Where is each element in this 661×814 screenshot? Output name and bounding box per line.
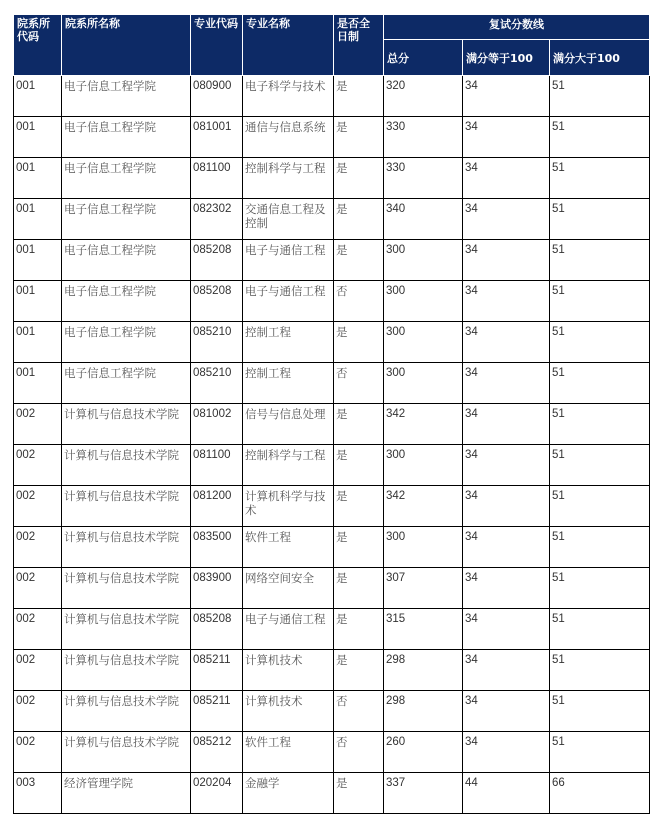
header-major-code: 专业代码: [191, 15, 243, 76]
cell-dept-name: 计算机与信息技术学院: [62, 486, 191, 527]
cell-total: 307: [384, 568, 463, 609]
cell-major-name: 金融学: [243, 773, 334, 814]
cell-score-100: 34: [463, 650, 550, 691]
cell-major-name: 计算机技术: [243, 650, 334, 691]
cell-total: 300: [384, 281, 463, 322]
cell-score-100: 34: [463, 363, 550, 404]
cell-major-code: 081002: [191, 404, 243, 445]
cell-major-code: 082302: [191, 199, 243, 240]
cell-dept-name: 电子信息工程学院: [62, 199, 191, 240]
cell-major-name: 计算机科学与技术: [243, 486, 334, 527]
cell-major-code: 081001: [191, 117, 243, 158]
cell-dept-code: 002: [14, 609, 62, 650]
cell-score-100: 34: [463, 527, 550, 568]
cell-total: 337: [384, 773, 463, 814]
cell-full-time: 否: [334, 281, 384, 322]
header-score-gt100: 满分大于100: [550, 40, 650, 76]
cell-score-gt100: 51: [550, 445, 650, 486]
cell-major-code: 080900: [191, 76, 243, 117]
cell-major-name: 控制工程: [243, 322, 334, 363]
cell-total: 300: [384, 445, 463, 486]
cell-dept-code: 002: [14, 732, 62, 773]
cell-score-gt100: 51: [550, 486, 650, 527]
cell-score-100: 34: [463, 609, 550, 650]
cell-score-gt100: 51: [550, 158, 650, 199]
cell-dept-name: 计算机与信息技术学院: [62, 568, 191, 609]
table-row: [14, 445, 650, 486]
cell-score-gt100: 51: [550, 732, 650, 773]
cell-dept-name: 电子信息工程学院: [62, 158, 191, 199]
cell-dept-code: 002: [14, 650, 62, 691]
cell-dept-code: 002: [14, 445, 62, 486]
cell-full-time: 否: [334, 732, 384, 773]
cell-score-100: 34: [463, 568, 550, 609]
cell-score-gt100: 51: [550, 650, 650, 691]
table-row: [14, 527, 650, 568]
cell-major-code: 083500: [191, 527, 243, 568]
table-row: [14, 773, 650, 814]
cell-dept-name: 计算机与信息技术学院: [62, 609, 191, 650]
cell-full-time: 是: [334, 445, 384, 486]
table-row: [14, 609, 650, 650]
table-row: [14, 322, 650, 363]
cell-score-100: 34: [463, 240, 550, 281]
header-full-time: 是否全日制: [334, 15, 384, 76]
cell-major-code: 085208: [191, 240, 243, 281]
cell-full-time: 是: [334, 773, 384, 814]
cell-dept-code: 001: [14, 117, 62, 158]
cell-dept-name: 计算机与信息技术学院: [62, 650, 191, 691]
cell-score-100: 34: [463, 486, 550, 527]
cell-dept-name: 电子信息工程学院: [62, 281, 191, 322]
table-row: [14, 404, 650, 445]
cell-major-code: 085208: [191, 281, 243, 322]
cell-score-gt100: 51: [550, 76, 650, 117]
cell-major-code: 081200: [191, 486, 243, 527]
table-row: [14, 732, 650, 773]
cell-total: 300: [384, 322, 463, 363]
cell-total: 342: [384, 486, 463, 527]
cell-full-time: 是: [334, 404, 384, 445]
cell-score-gt100: 51: [550, 527, 650, 568]
cell-major-name: 软件工程: [243, 732, 334, 773]
table-row: [14, 117, 650, 158]
cell-score-100: 34: [463, 691, 550, 732]
cell-dept-code: 002: [14, 404, 62, 445]
cell-score-gt100: 51: [550, 609, 650, 650]
cell-dept-name: 电子信息工程学院: [62, 240, 191, 281]
cell-full-time: 是: [334, 650, 384, 691]
cell-dept-code: 003: [14, 773, 62, 814]
header-score-100: 满分等于100: [463, 40, 550, 76]
header-dept-name: 院系所名称: [62, 15, 191, 76]
cell-full-time: 是: [334, 486, 384, 527]
table-row: [14, 363, 650, 404]
cell-full-time: 是: [334, 76, 384, 117]
cell-dept-code: 002: [14, 691, 62, 732]
cell-major-name: 控制工程: [243, 363, 334, 404]
header-dept-code: 院系所代码: [14, 15, 62, 76]
cell-dept-code: 001: [14, 363, 62, 404]
cell-full-time: 否: [334, 363, 384, 404]
table-row: [14, 568, 650, 609]
cell-dept-name: 计算机与信息技术学院: [62, 691, 191, 732]
cell-score-100: 34: [463, 732, 550, 773]
cell-total: 300: [384, 363, 463, 404]
cell-major-name: 电子科学与技术: [243, 76, 334, 117]
cell-score-100: 34: [463, 76, 550, 117]
cell-dept-name: 计算机与信息技术学院: [62, 527, 191, 568]
cell-major-code: 085210: [191, 322, 243, 363]
cell-total: 330: [384, 158, 463, 199]
table-row: [14, 691, 650, 732]
cell-total: 340: [384, 199, 463, 240]
cell-dept-code: 001: [14, 76, 62, 117]
cell-score-100: 44: [463, 773, 550, 814]
cell-dept-name: 电子信息工程学院: [62, 117, 191, 158]
cell-total: 260: [384, 732, 463, 773]
cell-major-name: 计算机技术: [243, 691, 334, 732]
cell-major-code: 081100: [191, 445, 243, 486]
cell-major-code: 081100: [191, 158, 243, 199]
cell-major-name: 控制科学与工程: [243, 445, 334, 486]
cell-major-name: 网络空间安全: [243, 568, 334, 609]
cell-full-time: 是: [334, 527, 384, 568]
cell-score-gt100: 51: [550, 691, 650, 732]
cell-major-code: 020204: [191, 773, 243, 814]
table-row: [14, 281, 650, 322]
cell-total: 300: [384, 527, 463, 568]
cell-score-100: 34: [463, 404, 550, 445]
cell-major-code: 085211: [191, 650, 243, 691]
cell-dept-name: 经济管理学院: [62, 773, 191, 814]
cell-full-time: 是: [334, 568, 384, 609]
cell-dept-name: 电子信息工程学院: [62, 322, 191, 363]
cell-total: 342: [384, 404, 463, 445]
cell-score-100: 34: [463, 199, 550, 240]
table-row: [14, 650, 650, 691]
table-row: [14, 76, 650, 117]
cell-major-code: 085211: [191, 691, 243, 732]
header-row: [14, 15, 650, 40]
cell-dept-name: 电子信息工程学院: [62, 76, 191, 117]
table-row: [14, 158, 650, 199]
cell-major-name: 电子与通信工程: [243, 609, 334, 650]
cell-score-gt100: 51: [550, 117, 650, 158]
cell-full-time: 是: [334, 117, 384, 158]
table-row: [14, 240, 650, 281]
cell-dept-name: 计算机与信息技术学院: [62, 404, 191, 445]
cell-dept-code: 001: [14, 158, 62, 199]
cell-major-code: 085212: [191, 732, 243, 773]
cell-major-name: 电子与通信工程: [243, 240, 334, 281]
cell-dept-code: 002: [14, 568, 62, 609]
cell-score-gt100: 51: [550, 363, 650, 404]
cell-total: 298: [384, 650, 463, 691]
cell-major-name: 软件工程: [243, 527, 334, 568]
cell-dept-code: 001: [14, 199, 62, 240]
table-row: [14, 199, 650, 240]
cell-major-code: 085210: [191, 363, 243, 404]
cell-total: 298: [384, 691, 463, 732]
cell-major-name: 信号与信息处理: [243, 404, 334, 445]
cell-major-name: 通信与信息系统: [243, 117, 334, 158]
cell-score-100: 34: [463, 322, 550, 363]
cell-major-code: 083900: [191, 568, 243, 609]
cell-dept-code: 001: [14, 281, 62, 322]
cell-full-time: 是: [334, 158, 384, 199]
cell-score-gt100: 51: [550, 240, 650, 281]
cell-total: 320: [384, 76, 463, 117]
cell-total: 330: [384, 117, 463, 158]
header-total: 总分: [384, 40, 463, 76]
cell-full-time: 是: [334, 240, 384, 281]
cell-score-100: 34: [463, 445, 550, 486]
cell-score-100: 34: [463, 158, 550, 199]
cell-score-gt100: 51: [550, 281, 650, 322]
cell-full-time: 是: [334, 609, 384, 650]
cell-score-100: 34: [463, 117, 550, 158]
cell-full-time: 是: [334, 322, 384, 363]
cell-dept-code: 001: [14, 322, 62, 363]
cell-dept-code: 001: [14, 240, 62, 281]
cell-dept-code: 002: [14, 527, 62, 568]
cell-dept-name: 计算机与信息技术学院: [62, 445, 191, 486]
table-row: [14, 486, 650, 527]
cell-dept-name: 电子信息工程学院: [62, 363, 191, 404]
cell-dept-code: 002: [14, 486, 62, 527]
cell-score-100: 34: [463, 281, 550, 322]
table-body: [14, 76, 650, 814]
cell-score-gt100: 51: [550, 322, 650, 363]
cell-full-time: 是: [334, 199, 384, 240]
cell-total: 315: [384, 609, 463, 650]
cell-score-gt100: 51: [550, 568, 650, 609]
cell-score-gt100: 66: [550, 773, 650, 814]
score-table: [13, 14, 650, 814]
cell-total: 300: [384, 240, 463, 281]
cell-dept-name: 计算机与信息技术学院: [62, 732, 191, 773]
table-header: [14, 15, 650, 76]
cell-major-name: 交通信息工程及控制: [243, 199, 334, 240]
cell-full-time: 否: [334, 691, 384, 732]
header-major-name: 专业名称: [243, 15, 334, 76]
cell-major-code: 085208: [191, 609, 243, 650]
header-score-group: 复试分数线: [384, 15, 650, 40]
cell-score-gt100: 51: [550, 199, 650, 240]
cell-major-name: 控制科学与工程: [243, 158, 334, 199]
cell-major-name: 电子与通信工程: [243, 281, 334, 322]
cell-score-gt100: 51: [550, 404, 650, 445]
